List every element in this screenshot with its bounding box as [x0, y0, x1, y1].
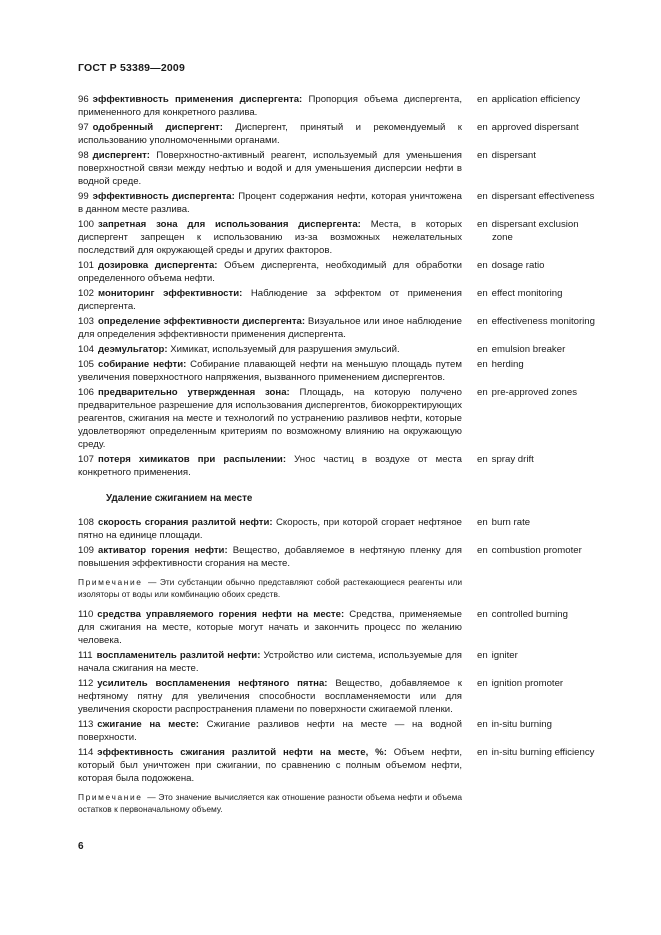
english-term: igniter [491, 650, 518, 661]
language-code: en [477, 150, 488, 161]
term-definition-ru [78, 677, 462, 716]
term-title: деэмульгатор: [98, 344, 168, 355]
term-entry [78, 608, 623, 647]
term-entry [78, 343, 623, 356]
term-definition-ru [78, 259, 462, 285]
term-number: 102 [78, 288, 95, 299]
language-code: en [477, 344, 488, 355]
term-definition-ru [78, 718, 462, 744]
term-english [477, 608, 623, 647]
term-description: Вещество, добавляемое в нефтяную пленку для повышения эффективности сгорания на месте. [78, 545, 462, 569]
term-definition-ru [78, 121, 462, 147]
term-english [477, 121, 623, 147]
term-title: мониторинг эффективности: [98, 288, 243, 299]
term-number: 97 [78, 122, 89, 133]
term-description: Пропорция объема диспергента, примененного для конкретного разлива. [78, 94, 462, 118]
term-definition-ru [78, 287, 462, 313]
terms-list [78, 93, 623, 823]
language-code: en [477, 316, 488, 327]
term-description: Химикат, используемый для разрушения эмульсий. [170, 344, 400, 355]
term-definition-ru [78, 343, 462, 356]
english-term-continuation: zone [492, 232, 513, 243]
english-term: in-situ burning [491, 719, 552, 730]
term-definition-ru [78, 218, 462, 257]
terms-group-burning-1 [78, 516, 623, 570]
terms-group-dispersants [78, 93, 623, 479]
standard-header: ГОСТ Р 53389—2009 [78, 62, 186, 74]
term-entry [78, 93, 623, 119]
term-title: воспламенитель разлитой нефти: [96, 650, 261, 661]
term-number: 100 [78, 219, 95, 230]
term-entry [78, 190, 623, 216]
term-title: запретная зона для использования диспергента: [98, 219, 361, 230]
term-definition-ru [78, 516, 462, 542]
term-description: Вещество, добавляемое к нефтяному пятну для увеличения способности воспламеняемости или для увеличения скорости распространения пламени по поверхности сжигаемой пленки. [78, 678, 462, 715]
term-title: предварительно утвержденная зона: [98, 387, 290, 398]
language-code: en [477, 94, 488, 105]
note-dash: — [147, 792, 156, 802]
term-entry [78, 315, 623, 341]
term-description: Поверхностно-активный реагент, используемый для уменьшения поверхностной связи между нефтью и водой и для уменьшения дисперсии нефти в водной среде. [78, 150, 463, 187]
english-term: application efficiency [491, 94, 581, 105]
term-title: дозировка диспергента: [98, 260, 218, 271]
language-code: en [477, 545, 488, 556]
term-title: средства управляемого горения нефти на месте: [97, 609, 345, 620]
term-title: одобренный диспергент: [92, 122, 223, 133]
term-entry [78, 121, 623, 147]
term-description: Собирание плавающей нефти на меньшую площадь путем увеличения поверхностного напряжения, вызванного применением диспергентов. [78, 359, 462, 383]
term-number: 99 [78, 191, 89, 202]
term-definition-ru [78, 386, 462, 451]
note-2 [78, 791, 462, 815]
english-term: dispersant exclusion [491, 219, 579, 230]
term-definition-ru [78, 190, 462, 216]
term-english [477, 649, 623, 675]
term-title: усилитель воспламенения нефтяного пятна: [97, 678, 328, 689]
note-label: Примечание [78, 792, 143, 802]
term-english [477, 343, 623, 356]
language-code: en [477, 454, 488, 465]
term-english [477, 386, 623, 451]
term-definition-ru [78, 453, 462, 479]
term-title: эффективность применения диспергента: [92, 94, 303, 105]
term-entry [78, 516, 623, 542]
language-code: en [477, 359, 488, 370]
english-term: dosage ratio [491, 260, 545, 271]
term-description: Места, в которых диспергент запрещен к использованию из-за возможных нежелательных последствий для окружающей среды и других факторов. [78, 219, 462, 256]
term-title: скорость сгорания разлитой нефти: [98, 517, 273, 528]
term-entry [78, 149, 623, 188]
term-number: 108 [78, 517, 95, 528]
term-description: Устройство или система, используемые для начала сжигания на месте. [78, 650, 462, 674]
term-english [477, 190, 623, 216]
page-number: 6 [78, 841, 84, 852]
english-term: combustion promoter [491, 545, 582, 556]
term-description: Площадь, на которую получено предварительное разрешение для использования диспергентов, биокорректирующих реагентов, сжигания на месте и технологий по устранению разливов нефти, которые удовлетворяют определенным критериям по возможному влиянию на окружающую среду. [78, 387, 462, 450]
term-english [477, 218, 623, 257]
term-english [477, 718, 623, 744]
english-term: effect monitoring [491, 288, 563, 299]
english-term: in-situ burning efficiency [491, 747, 595, 758]
section-title: Удаление сжиганием на месте [106, 493, 253, 504]
term-description: Сжигание разливов нефти на месте — на водной поверхности. [78, 719, 462, 743]
term-description: Наблюдение за эффектом от применения диспергента. [78, 288, 462, 312]
term-definition-ru [78, 93, 462, 119]
term-definition-ru [78, 358, 462, 384]
note-label: Примечание [78, 577, 143, 587]
language-code: en [477, 122, 488, 133]
term-entry [78, 218, 623, 257]
term-description: Визуальное или иное наблюдение для определения эффективности применения диспергента. [78, 316, 462, 340]
term-entry [78, 386, 623, 451]
term-definition-ru [78, 149, 462, 188]
english-term: spray drift [491, 454, 534, 465]
term-number: 112 [78, 678, 94, 689]
english-term: herding [491, 359, 524, 370]
language-code: en [477, 609, 488, 620]
language-code: en [477, 387, 488, 398]
term-english [477, 259, 623, 285]
term-description: Унос частиц в воздухе от места конкретного применения. [78, 454, 462, 478]
term-english [477, 746, 623, 785]
english-term: dispersant [491, 150, 536, 161]
language-code: en [477, 517, 488, 528]
term-entry [78, 453, 623, 479]
term-title: эффективность диспергента: [92, 191, 235, 202]
note-text: Эти субстанции обычно представляют собой растекающиеся реагенты или изоляторы от воды или комбинацию обоих средств. [78, 577, 463, 599]
term-entry [78, 718, 623, 744]
term-description: Средства, применяемые для сжигания на месте, которые могут начать и закончить процесс по желанию человека. [78, 609, 463, 646]
term-description: Объем нефти, который был уничтожен при сжигании, по сравнению с полным объемом нефти, которая была подожжена. [78, 747, 462, 784]
term-number: 101 [78, 260, 95, 271]
note-dash: — [147, 577, 157, 587]
term-title: диспергент: [92, 150, 151, 161]
term-description: Диспергент, принятый и рекомендуемый к использованию уполномоченными органами. [78, 122, 463, 146]
language-code: en [477, 678, 488, 689]
term-number: 96 [78, 94, 89, 105]
english-term: ignition promoter [491, 678, 564, 689]
term-title: активатор горения нефти: [98, 545, 228, 556]
term-definition-ru [78, 649, 462, 675]
term-entry [78, 287, 623, 313]
note-text: Это значение вычисляется как отношение разности объема нефти и объема остатков к первоначальному объему. [78, 792, 463, 814]
terms-group-burning-2 [78, 608, 623, 785]
english-term: effectiveness monitoring [491, 316, 595, 327]
term-entry [78, 649, 623, 675]
term-title: эффективность сжигания разлитой нефти на месте, %: [97, 747, 387, 758]
term-english [477, 516, 623, 542]
language-code: en [477, 191, 488, 202]
term-english [477, 287, 623, 313]
term-number: 114 [78, 747, 94, 758]
english-term: dispersant effectiveness [491, 191, 595, 202]
term-number: 103 [78, 316, 95, 327]
term-definition-ru [78, 544, 462, 570]
term-title: собирание нефти: [98, 359, 187, 370]
term-entry [78, 544, 623, 570]
term-english [477, 358, 623, 384]
term-entry [78, 677, 623, 716]
english-term: approved dispersant [491, 122, 579, 133]
term-definition-ru [78, 315, 462, 341]
term-english [477, 93, 623, 119]
language-code: en [477, 288, 488, 299]
term-number: 104 [78, 344, 95, 355]
term-entry [78, 746, 623, 785]
term-english [477, 149, 623, 188]
language-code: en [477, 650, 488, 661]
term-number: 98 [78, 150, 89, 161]
term-title: определение эффективности диспергента: [98, 316, 306, 327]
term-description: Объем диспергента, необходимый для обработки определенного объема нефти. [78, 260, 462, 284]
term-number: 111 [78, 650, 93, 661]
english-term: pre-approved zones [491, 387, 578, 398]
term-number: 110 [78, 609, 94, 620]
language-code: en [477, 747, 488, 758]
english-term: controlled burning [491, 609, 568, 620]
term-title: потеря химикатов при распылении: [98, 454, 287, 465]
term-number: 107 [78, 454, 95, 465]
term-english [477, 453, 623, 479]
term-english [477, 315, 623, 341]
term-number: 106 [78, 387, 95, 398]
note-1 [78, 576, 462, 600]
language-code: en [477, 260, 488, 271]
term-description: Процент содержания нефти, которая уничтожена в данном месте разлива. [78, 191, 462, 215]
language-code: en [477, 219, 488, 230]
english-term: burn rate [491, 517, 531, 528]
term-definition-ru [78, 746, 462, 785]
term-title: сжигание на месте: [97, 719, 199, 730]
language-code: en [477, 719, 488, 730]
term-number: 109 [78, 545, 95, 556]
term-number: 113 [78, 719, 94, 730]
term-description: Скорость, при которой сгорает нефтяное пятно на единице площади. [78, 517, 462, 541]
term-english [477, 544, 623, 570]
english-term: emulsion breaker [491, 344, 566, 355]
term-entry [78, 358, 623, 384]
term-number: 105 [78, 359, 95, 370]
term-definition-ru [78, 608, 462, 647]
term-entry [78, 259, 623, 285]
term-english [477, 677, 623, 716]
